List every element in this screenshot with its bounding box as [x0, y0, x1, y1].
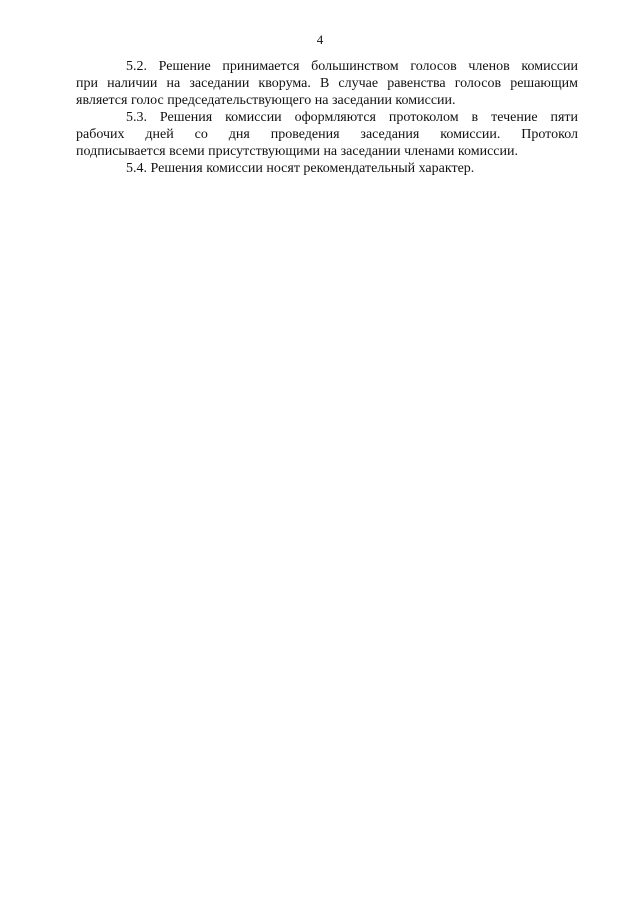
- paragraph-5-2: [76, 58, 578, 109]
- paragraph-line: рабочих дней со дня проведения заседания комиссии. Протокол: [76, 127, 578, 142]
- paragraph-line: подписывается всеми присутствующими на заседании членами комиссии.: [76, 144, 519, 159]
- paragraph-line: при наличии на заседании кворума. В случае равенства голосов решающим: [76, 76, 578, 91]
- paragraph-line: 5.3. Решения комиссии оформляются протоколом в течение пяти: [126, 110, 578, 125]
- paragraph-line: является голос председательствующего на заседании комиссии.: [76, 93, 456, 108]
- document-body: [76, 58, 578, 177]
- paragraph-5-4: [76, 160, 578, 177]
- paragraph-line: 5.4. Решения комиссии носят рекомендательный характер.: [126, 161, 475, 176]
- paragraph-5-3: [76, 109, 578, 160]
- page-number: 4: [316, 32, 324, 47]
- paragraph-line: 5.2. Решение принимается большинством голосов членов комиссии: [126, 59, 578, 74]
